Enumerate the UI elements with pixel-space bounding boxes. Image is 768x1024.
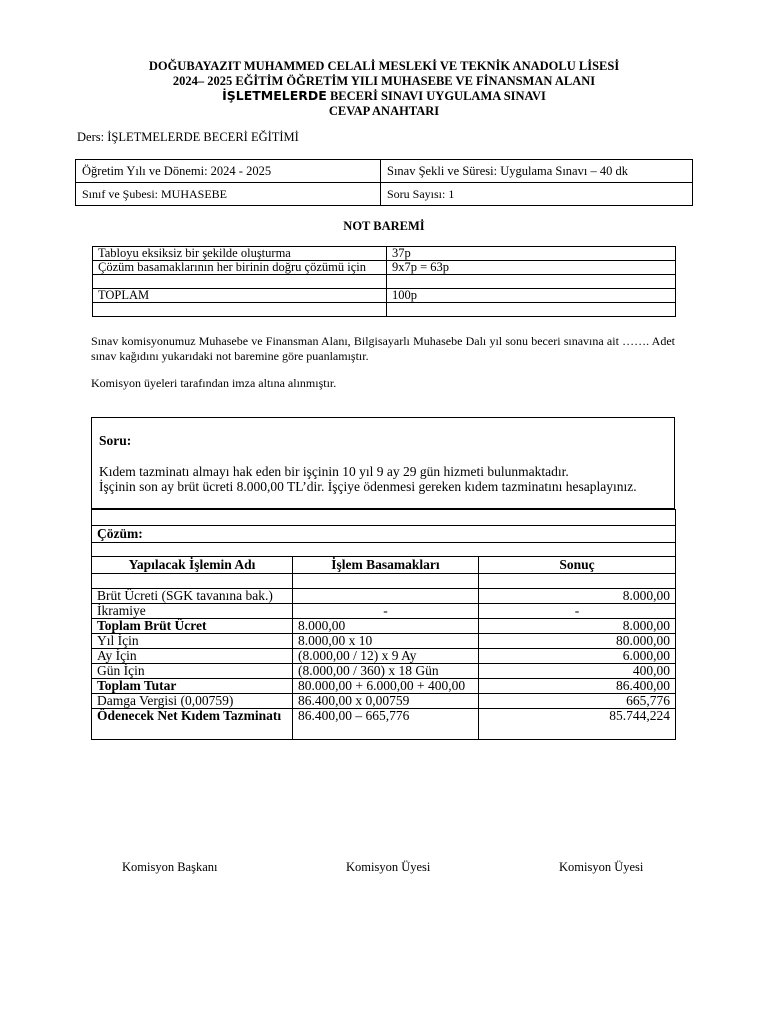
empty-cell xyxy=(479,574,676,589)
spacer-cell xyxy=(92,510,676,526)
grading-row xyxy=(93,275,676,289)
exam-type-label: Sınav Şekli ve Süresi: Uygulama Sınavı – 40 dk xyxy=(387,163,628,178)
result-cell: 665,776 xyxy=(479,694,676,709)
grading-points-cell: 9x7p = 63p xyxy=(387,261,676,275)
table-row xyxy=(92,649,676,664)
grading-row xyxy=(93,261,676,275)
operation-cell: Ödenecek Net Kıdem Tazminatı xyxy=(92,709,293,740)
operation-cell: İkramiye xyxy=(92,604,293,619)
steps-cell: 86.400,00 x 0,00759 xyxy=(293,694,479,709)
table-row xyxy=(92,604,676,619)
steps-cell: 86.400,00 – 665,776 xyxy=(293,709,479,740)
exam-title-part2: BECERİ SINAVI UYGULAMA SINAVI xyxy=(326,89,546,103)
operation-cell: Toplam Brüt Ücret xyxy=(92,619,293,634)
steps-cell: (8.000,00 / 12) x 9 Ay xyxy=(293,649,479,664)
signature-chair: Komisyon Başkanı xyxy=(122,860,218,874)
steps-cell: - xyxy=(293,604,479,619)
operation-cell: Yıl İçin xyxy=(92,634,293,649)
result-cell: 400,00 xyxy=(479,664,676,679)
result-cell: - xyxy=(479,604,676,619)
empty-cell xyxy=(92,574,293,589)
signature-member-1: Komisyon Üyesi xyxy=(346,860,431,874)
steps-cell: 8.000,00 x 10 xyxy=(293,634,479,649)
grading-cell xyxy=(93,275,387,289)
operation-cell: Brüt Ücreti (SGK tavanına bak.) xyxy=(92,589,293,604)
operation-cell: Damga Vergisi (0,00759) xyxy=(92,694,293,709)
steps-cell: (8.000,00 / 360) x 18 Gün xyxy=(293,664,479,679)
question-box xyxy=(91,417,675,509)
steps-cell xyxy=(293,589,479,604)
grading-table xyxy=(92,246,676,317)
result-cell: 8.000,00 xyxy=(479,589,676,604)
question-line-2: İşçinin son ay brüt ücreti 8.000,00 TL’dir. İşçiye ödenmesi gereken kıdem tazminatını hesaplayınız. xyxy=(99,479,637,494)
steps-cell: 8.000,00 xyxy=(293,619,479,634)
term-cell xyxy=(76,160,381,183)
class-label: Sınıf ve Şubesi: MUHASEBE xyxy=(82,186,228,201)
empty-cell xyxy=(293,574,479,589)
col-header-steps: İşlem Basamakları xyxy=(293,557,479,574)
exam-type-cell xyxy=(381,160,693,183)
col-header-result: Sonuç xyxy=(479,557,676,574)
grading-cell: Çözüm basamaklarının her birinin doğru çözümü için xyxy=(93,261,387,275)
result-cell: 80.000,00 xyxy=(479,634,676,649)
result-cell: 8.000,00 xyxy=(479,619,676,634)
answer-key-label: CEVAP ANAHTARI xyxy=(328,104,440,118)
grading-points-cell xyxy=(387,275,676,289)
question-title: Soru: xyxy=(99,433,132,448)
operation-cell: Toplam Tutar xyxy=(92,679,293,694)
signature-member-2: Komisyon Üyesi xyxy=(559,860,644,874)
table-row xyxy=(92,679,676,694)
term-label: Öğretim Yılı ve Dönemi: 2024 - 2025 xyxy=(82,163,272,178)
table-row xyxy=(92,589,676,604)
table-row xyxy=(92,634,676,649)
exam-title xyxy=(0,89,768,104)
grading-row xyxy=(93,247,676,261)
question-count-label: Soru Sayısı: 1 xyxy=(387,186,455,201)
commission-paragraph: Sınav komisyonumuz Muhasebe ve Finansman Alanı, Bilgisayarlı Muhasebe Dalı yıl sonu beceri sınavına ait ……. Adet sınav kağıdını yukarıdaki not baremine göre puanlamıştır. xyxy=(91,334,675,363)
signature-note: Komisyon üyeleri tarafından imza altına alınmıştır. xyxy=(91,376,337,390)
table-row xyxy=(92,709,676,740)
grading-title: NOT BAREMİ xyxy=(343,219,425,233)
grading-points-cell: 100p xyxy=(387,289,676,303)
col-header-operation: Yapılacak İşlemin Adı xyxy=(92,557,293,574)
grading-row xyxy=(93,289,676,303)
operation-cell: Gün İçin xyxy=(92,664,293,679)
course-label: Ders: İŞLETMELERDE BECERİ EĞİTİMİ xyxy=(77,130,299,144)
spacer-cell xyxy=(92,543,676,557)
grading-cell: Tabloyu eksiksiz bir şekilde oluşturma xyxy=(93,247,387,261)
result-cell: 6.000,00 xyxy=(479,649,676,664)
table-row xyxy=(92,694,676,709)
question-line-1: Kıdem tazminatı almayı hak eden bir işçinin 10 yıl 9 ay 29 gün hizmeti bulunmaktadır. xyxy=(99,464,569,479)
grading-points-cell: 37p xyxy=(387,247,676,261)
result-cell: 86.400,00 xyxy=(479,679,676,694)
table-row xyxy=(92,619,676,634)
academic-year-line: 2024– 2025 EĞİTİM ÖĞRETİM YILI MUHASEBE VE FİNANSMAN ALANI xyxy=(172,74,596,88)
exam-info-table xyxy=(75,159,693,206)
grading-row xyxy=(93,303,676,317)
table-row xyxy=(92,664,676,679)
exam-title-part1: İŞLETMELERDE xyxy=(222,88,327,103)
operation-cell: Ay İçin xyxy=(92,649,293,664)
question-count-cell xyxy=(381,183,693,206)
school-name: DOĞUBAYAZIT MUHAMMED CELALİ MESLEKİ VE TEKNİK ANADOLU LİSESİ xyxy=(148,59,620,73)
grading-cell: TOPLAM xyxy=(93,289,387,303)
steps-cell: 80.000,00 + 6.000,00 + 400,00 xyxy=(293,679,479,694)
solution-table xyxy=(91,509,676,740)
class-cell xyxy=(76,183,381,206)
grading-cell xyxy=(93,303,387,317)
solution-title: Çözüm: xyxy=(92,526,676,543)
grading-points-cell xyxy=(387,303,676,317)
result-cell: 85.744,224 xyxy=(479,709,676,740)
